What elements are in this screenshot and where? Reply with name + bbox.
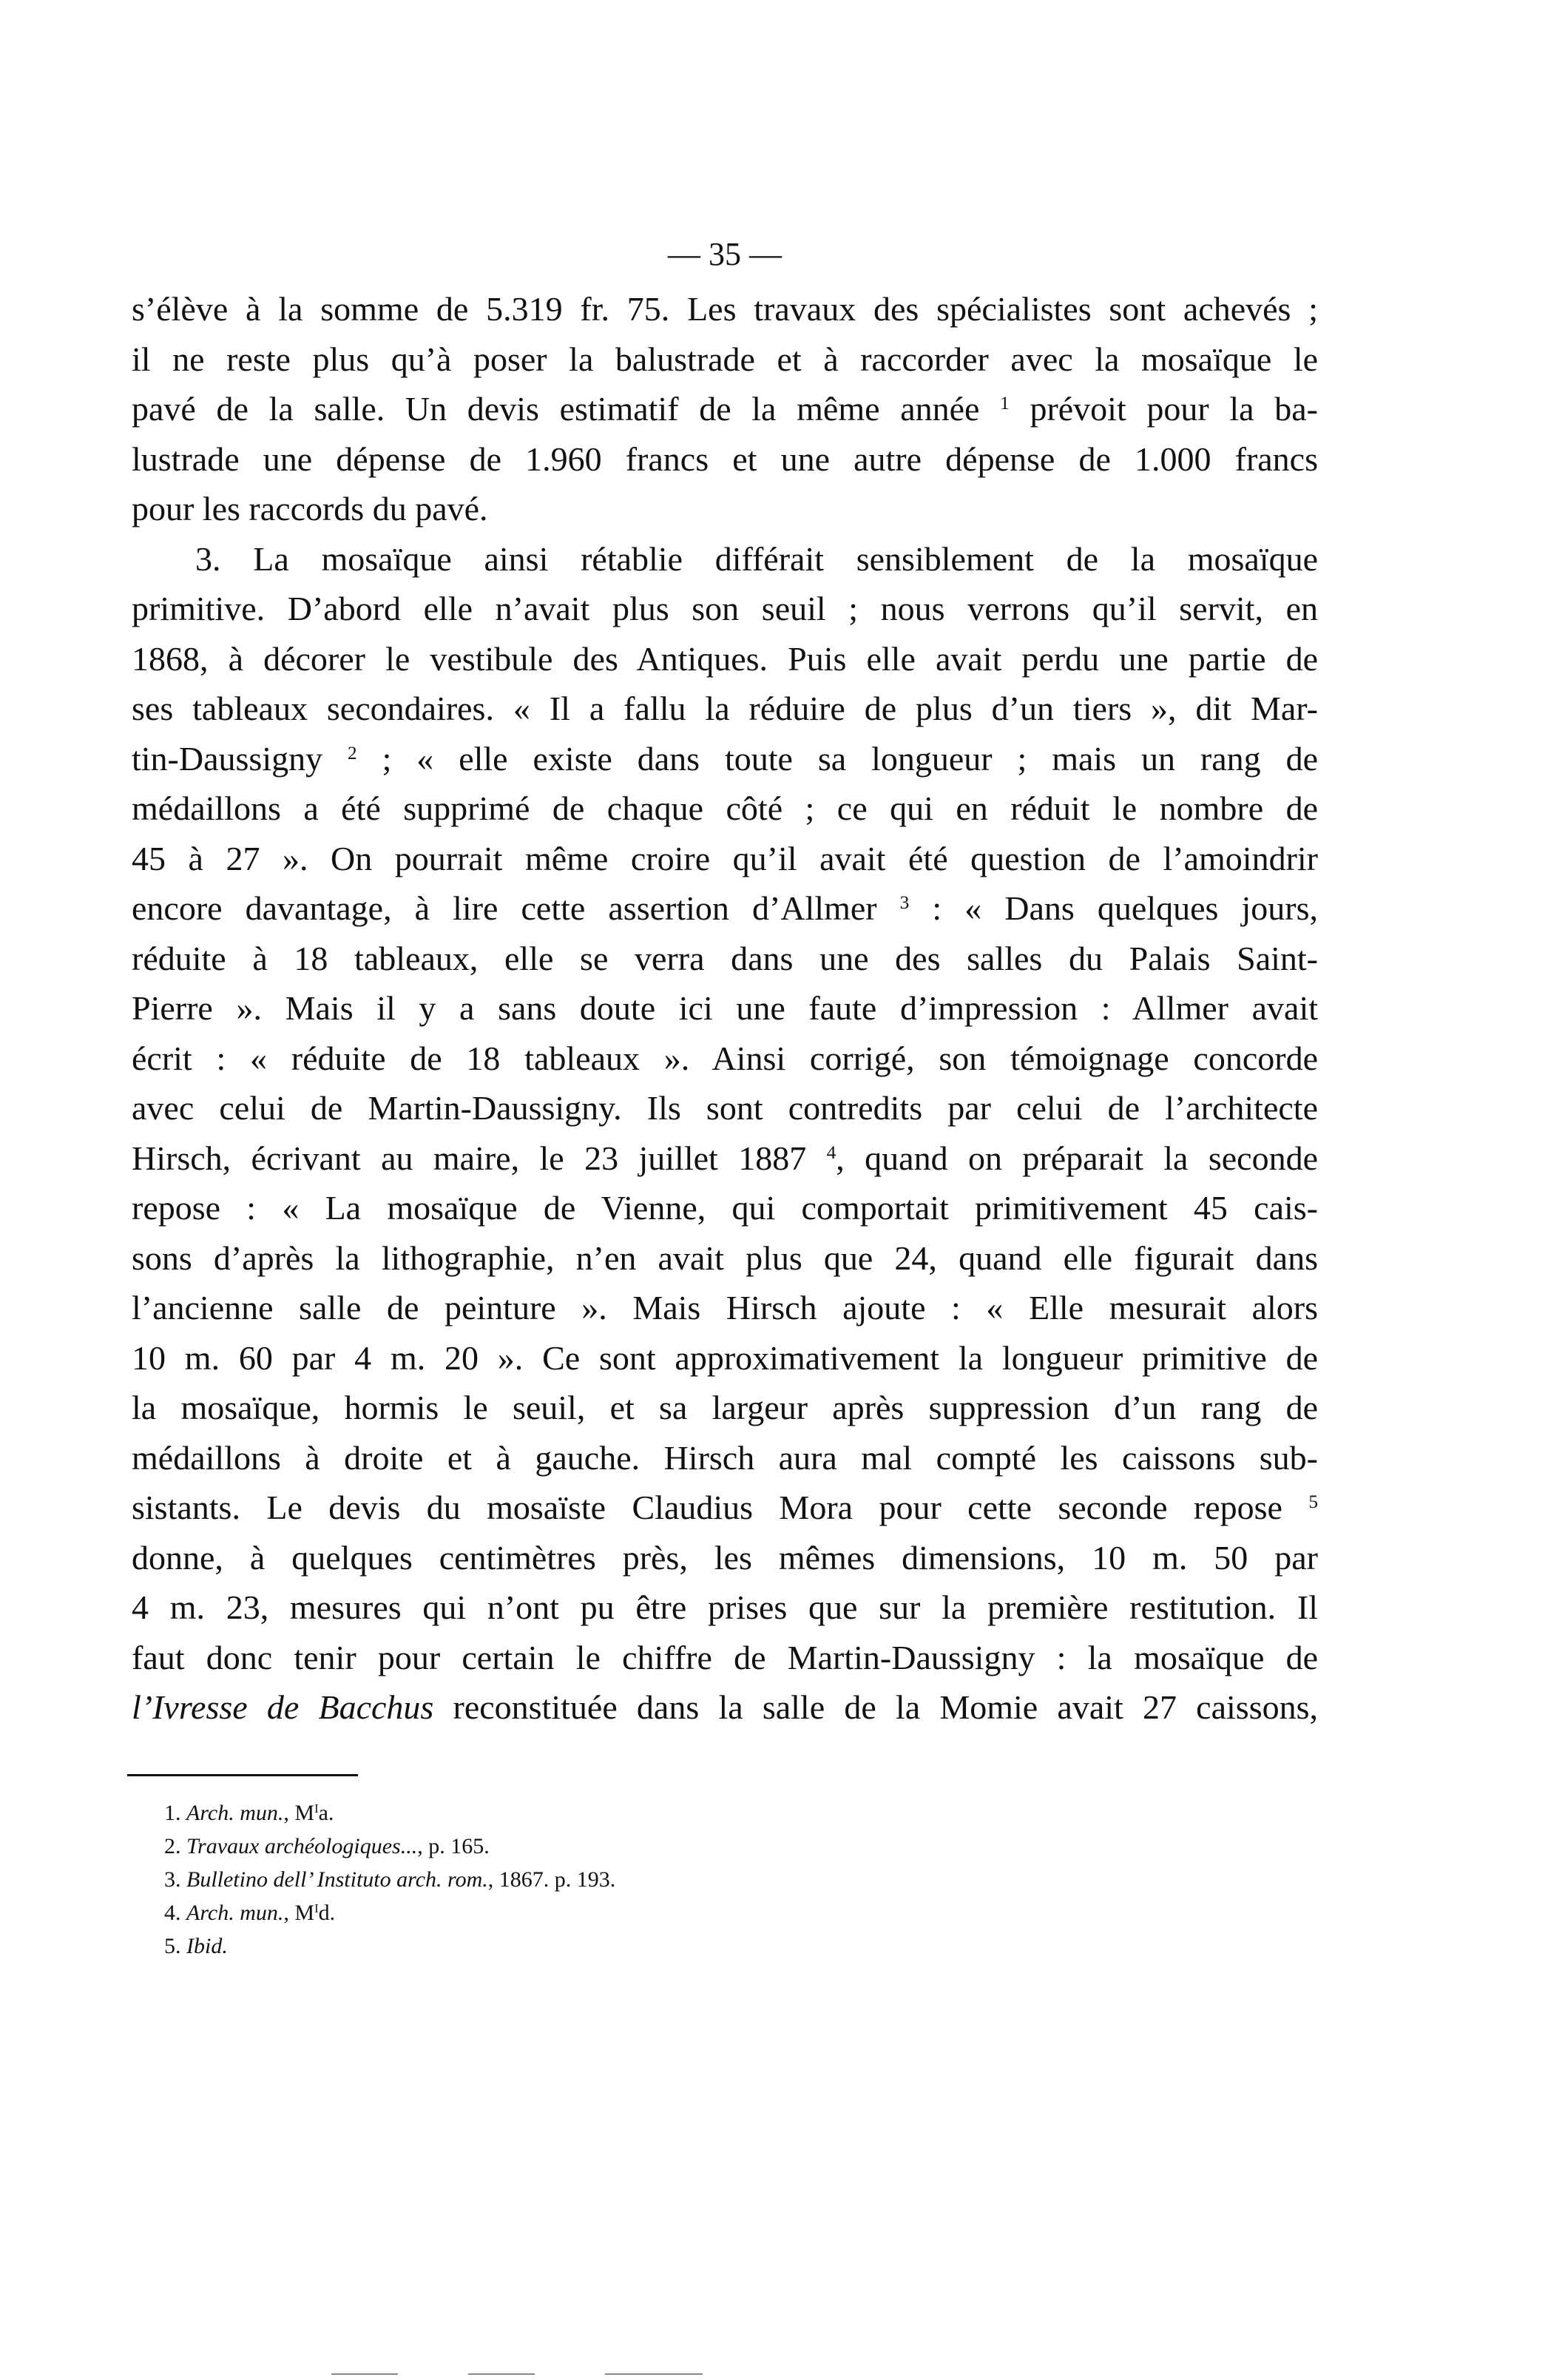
footnote xyxy=(164,1830,615,1863)
text-segment: s’élève à la somme de 5.319 fr. 75. Les travaux des spécialistes sont achevés ; xyxy=(132,290,1318,328)
text-segment: , quand on préparait la seconde xyxy=(836,1139,1318,1177)
text-segment: 1868, à décorer le vestibule des Antiques. Puis elle avait perdu une partie de xyxy=(132,639,1318,678)
text-segment: avec celui de Martin-Daussigny. Ils sont contredits par celui de l’architecte xyxy=(132,1089,1318,1127)
italic-text: Arch. mun. xyxy=(186,1901,284,1925)
text-segment: 4. xyxy=(164,1901,186,1925)
text-line xyxy=(132,1433,1318,1483)
text-line xyxy=(132,1383,1318,1433)
text-line xyxy=(132,334,1318,385)
footnotes xyxy=(164,1796,615,1963)
text-line xyxy=(132,983,1318,1034)
text-line xyxy=(132,1533,1318,1583)
text-line xyxy=(132,1483,1318,1533)
text-line xyxy=(132,883,1318,934)
text-line xyxy=(132,684,1318,734)
text-segment: ; « elle existe dans toute sa longueur ; mais un rang de xyxy=(356,739,1318,778)
footnote-ref: 4 xyxy=(826,1142,836,1163)
text-line xyxy=(132,284,1318,334)
page-number: — 35 — xyxy=(668,236,782,272)
body-text xyxy=(132,284,1318,1733)
text-segment: 10 m. 60 par 4 m. 20 ». Ce sont approximativement la longueur primitive de xyxy=(132,1338,1318,1377)
footnote xyxy=(164,1863,615,1896)
text-line xyxy=(132,934,1318,984)
text-line xyxy=(132,1133,1318,1184)
italic-text: Travaux archéologiques... xyxy=(186,1834,418,1858)
text-segment: , M xyxy=(283,1901,315,1925)
text-segment: lustrade une dépense de 1.960 francs et une autre dépense de 1.000 francs xyxy=(132,439,1318,478)
footnote-ref: 3 xyxy=(899,891,910,913)
footnote-ref: 1 xyxy=(1000,392,1010,414)
italic-text: Bulletino dell’ Instituto arch. rom. xyxy=(186,1867,488,1892)
text-segment: 3. La mosaïque ainsi rétablie différait sensiblement de la mosaïque xyxy=(195,539,1318,578)
text-line xyxy=(132,634,1318,684)
text-segment: Pierre ». Mais il y a sans doute ici une faute d’impression : Allmer avait xyxy=(132,989,1318,1027)
text-segment: médaillons à droite et à gauche. Hirsch aura mal compté les caissons sub- xyxy=(132,1438,1318,1477)
text-segment: donne, à quelques centimètres près, les mêmes dimensions, 10 m. 50 par xyxy=(132,1538,1318,1577)
text-segment: 1. xyxy=(164,1801,186,1825)
text-line xyxy=(132,1183,1318,1233)
text-line xyxy=(132,584,1318,634)
text-line xyxy=(132,734,1318,784)
text-line xyxy=(132,384,1318,434)
text-segment: , 1867. p. 193. xyxy=(487,1867,616,1892)
text-segment: Hirsch, écrivant au maire, le 23 juillet 1887 xyxy=(132,1139,827,1177)
text-segment: d. xyxy=(318,1901,336,1925)
text-segment: 4 m. 23, mesures qui n’ont pu être prises que sur la première restitution. Il xyxy=(132,1588,1318,1626)
text-segment: la mosaïque, hormis le seuil, et sa largeur après suppression d’un rang de xyxy=(132,1389,1318,1426)
text-line xyxy=(132,1582,1318,1633)
text-line xyxy=(132,434,1318,485)
text-segment: encore davantage, à lire cette assertion d’Allmer xyxy=(132,889,900,927)
text-segment: ses tableaux secondaires. « Il a fallu la réduire de plus d’un tiers », dit Mar- xyxy=(132,690,1318,727)
text-segment: repose : « La mosaïque de Vienne, qui comportait primitivement 45 cais- xyxy=(132,1189,1318,1227)
scan-mark xyxy=(605,2373,703,2375)
footnote-ref: I xyxy=(314,1901,319,1916)
text-segment: prévoit pour la ba- xyxy=(1009,390,1318,428)
text-line xyxy=(132,1633,1318,1683)
text-line xyxy=(132,484,1318,534)
footnote-ref: 2 xyxy=(348,742,357,763)
footnote xyxy=(164,1796,615,1830)
text-line xyxy=(132,1083,1318,1133)
text-segment: , M xyxy=(283,1801,315,1825)
text-segment: 3. xyxy=(164,1867,186,1892)
footnote-ref: I xyxy=(314,1801,319,1816)
scan-mark xyxy=(331,2373,398,2375)
text-line xyxy=(132,1283,1318,1333)
footnote-ref: 5 xyxy=(1308,1491,1318,1512)
italic-text: Ibid. xyxy=(186,1934,228,1958)
text-segment: pour les raccords du pavé. xyxy=(132,490,488,527)
text-line xyxy=(132,1034,1318,1084)
text-segment: l’ancienne salle de peinture ». Mais Hirsch ajoute : « Elle mesurait alors xyxy=(132,1289,1318,1326)
text-segment: 5. xyxy=(164,1934,186,1958)
italic-text: Arch. mun. xyxy=(186,1801,284,1825)
text-segment: réduite à 18 tableaux, elle se verra dans une des salles du Palais Saint- xyxy=(132,939,1318,977)
text-segment: pavé de la salle. Un devis estimatif de la même année xyxy=(132,390,1001,428)
text-segment: médaillons a été supprimé de chaque côté ; ce qui en réduit le nombre de xyxy=(132,789,1318,827)
text-segment: 45 à 27 ». On pourrait même croire qu’il avait été question de l’amoindrir xyxy=(132,839,1318,877)
footnote xyxy=(164,1896,615,1929)
footnote-divider xyxy=(127,1774,358,1776)
scan-mark xyxy=(468,2373,535,2375)
text-line xyxy=(132,534,1318,584)
text-segment: tin-Daussigny xyxy=(132,739,348,778)
text-segment: , p. 165. xyxy=(417,1834,490,1858)
text-segment: écrit : « réduite de 18 tableaux ». Ainsi corrigé, son témoignage concorde xyxy=(132,1039,1318,1077)
text-segment: sistants. Le devis du mosaïste Claudius Mora pour cette seconde repose xyxy=(132,1489,1309,1526)
text-line xyxy=(132,1233,1318,1284)
text-line xyxy=(132,1333,1318,1383)
text-line xyxy=(132,1682,1318,1733)
text-segment: a. xyxy=(318,1801,334,1825)
text-segment: 2. xyxy=(164,1834,186,1858)
text-segment: faut donc tenir pour certain le chiffre de Martin-Daussigny : la mosaïque de xyxy=(132,1638,1318,1676)
italic-text: l’Ivresse de Bacchus xyxy=(132,1688,434,1726)
text-segment: reconstituée dans la salle de la Momie avait 27 caissons, xyxy=(433,1688,1318,1726)
text-segment: sons d’après la lithographie, n’en avait plus que 24, quand elle figurait dans xyxy=(132,1238,1318,1277)
text-segment: il ne reste plus qu’à poser la balustrade et à raccorder avec la mosaïque le xyxy=(132,340,1318,378)
text-segment: primitive. D’abord elle n’avait plus son seuil ; nous verrons qu’il servit, en xyxy=(132,590,1318,627)
text-line xyxy=(132,834,1318,884)
footnote xyxy=(164,1929,615,1963)
text-line xyxy=(132,783,1318,834)
text-segment: : « Dans quelques jours, xyxy=(909,889,1318,927)
